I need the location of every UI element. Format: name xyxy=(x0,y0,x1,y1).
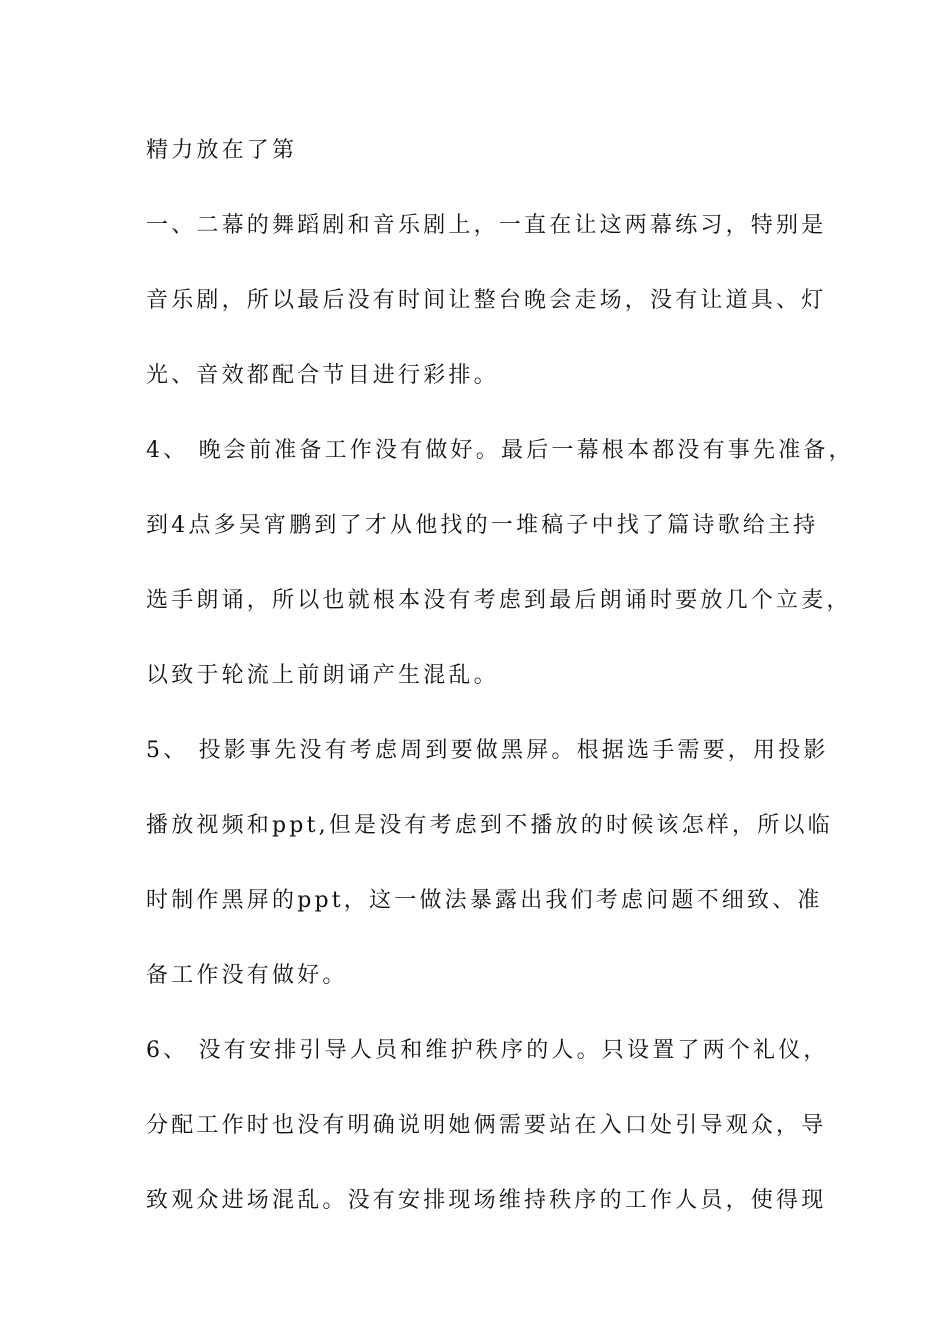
text-line: 分配工作时也没有明确说明她俩需要站在入口处引导观众，导 xyxy=(146,1113,827,1138)
text-line: 光、音效都配合节目进行彩排。 xyxy=(146,363,499,388)
text-line: 时制作黑屏的ppt，这一做法暴露出我们考虑问题不细致、准 xyxy=(146,888,823,913)
text-line: 播放视频和ppt,但是没有考虑到不播放的时候该怎样，所以临 xyxy=(146,813,833,838)
text-line: 5、 投影事先没有考虑周到要做黑屏。根据选手需要，用投影 xyxy=(146,738,829,763)
text-line: 备工作没有做好。 xyxy=(146,963,348,988)
text-line: 精力放在了第 xyxy=(146,138,298,163)
text-line: 以致于轮流上前朗诵产生混乱。 xyxy=(146,663,499,688)
text-line: 音乐剧，所以最后没有时间让整台晚会走场，没有让道具、灯 xyxy=(146,288,827,313)
text-line: 一、二幕的舞蹈剧和音乐剧上，一直在让这两幕练习，特别是 xyxy=(146,213,827,238)
text-line: 选手朗诵，所以也就根本没有考虑到最后朗诵时要放几个立麦， xyxy=(146,588,852,613)
text-line: 4、 晚会前准备工作没有做好。最后一幕根本都没有事先准备， xyxy=(146,438,854,463)
text-line: 6、 没有安排引导人员和维护秩序的人。只设置了两个礼仪， xyxy=(146,1038,829,1063)
text-line: 致观众进场混乱。没有安排现场维持秩序的工作人员，使得现 xyxy=(146,1188,827,1213)
text-line: 到4点多吴宵鹏到了才从他找的一堆稿子中找了篇诗歌给主持 xyxy=(146,513,819,538)
